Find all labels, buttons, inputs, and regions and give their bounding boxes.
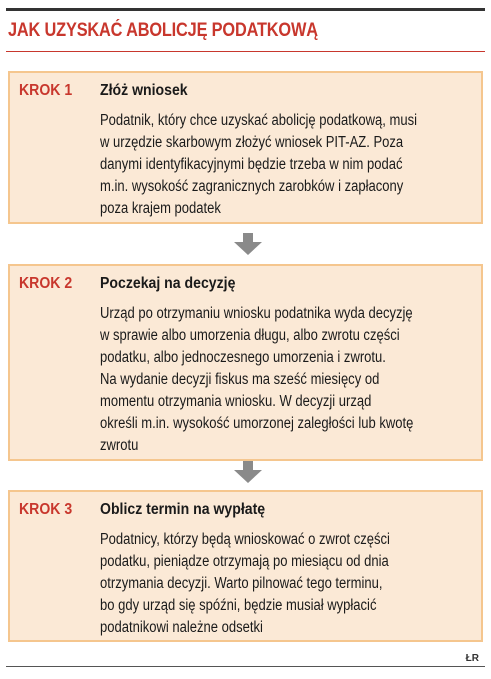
step-3-heading: Oblicz termin na wypłatę	[100, 501, 266, 518]
step-2-body	[100, 303, 470, 457]
bottom-rule	[6, 666, 485, 667]
step-1-line: w urzędzie skarbowym złożyć wniosek PIT-AZ. Poza	[100, 134, 404, 151]
step-2-heading: Poczekaj na decyzję	[100, 275, 236, 292]
step-1-heading: Złóż wniosek	[100, 82, 188, 99]
step-3-line: otrzymania decyzji. Warto pilnować tego terminu,	[100, 575, 383, 592]
step-2-line: Na wydanie decyzji fiskus ma sześć miesięcy od	[100, 371, 380, 388]
step-2-line: w sprawie albo umorzenia długu, albo zwrotu części	[100, 327, 400, 344]
step-2-line: zwrotu	[100, 437, 139, 454]
step-2-label: KROK 2	[19, 275, 73, 292]
step-3-body	[100, 529, 470, 639]
step-3-box	[8, 490, 483, 642]
step-2-box	[8, 264, 483, 461]
step-3-line: Podatnicy, którzy będą wnioskować o zwrot części	[100, 531, 390, 548]
page-title: JAK UZYSKAĆ ABOLICJĘ PODATKOWĄ	[8, 20, 318, 41]
step-2-line: momentu otrzymania wniosku. W decyzji urząd	[100, 393, 372, 410]
step-1-label: KROK 1	[19, 82, 73, 99]
title-divider	[6, 51, 485, 52]
step-3-line: bo gdy urząd się spóźni, będzie musiał wypłacić	[100, 597, 377, 614]
step-1-line: m.in. wysokość zagranicznych zarobków i zapłacony	[100, 178, 404, 195]
step-2-line: podatku, albo jednoczesnego umorzenia i zwrotu.	[100, 349, 386, 366]
down-arrow-icon	[233, 233, 263, 255]
step-2-line: Urząd po otrzymaniu wniosku podatnika wyda decyzję	[100, 305, 413, 322]
step-3-line: podatku, pieniądze otrzymają po miesiącu od dnia	[100, 553, 389, 570]
step-1-line: Podatnik, który chce uzyskać abolicję podatkową, musi	[100, 112, 417, 129]
step-2-line: określi m.in. wysokość umorzonej zaległości lub kwotę	[100, 415, 414, 432]
step-3-line: podatnikowi należne odsetki	[100, 619, 263, 636]
top-rule	[6, 8, 485, 11]
author-credit: ŁR	[465, 653, 479, 664]
step-1-line: danymi identyfikacyjnymi będzie trzeba w nim podać	[100, 156, 403, 173]
step-1-body	[100, 110, 470, 220]
step-3-label: KROK 3	[19, 501, 73, 518]
step-1-box	[8, 71, 483, 224]
step-1-line: poza krajem podatek	[100, 200, 221, 217]
down-arrow-icon	[233, 461, 263, 483]
